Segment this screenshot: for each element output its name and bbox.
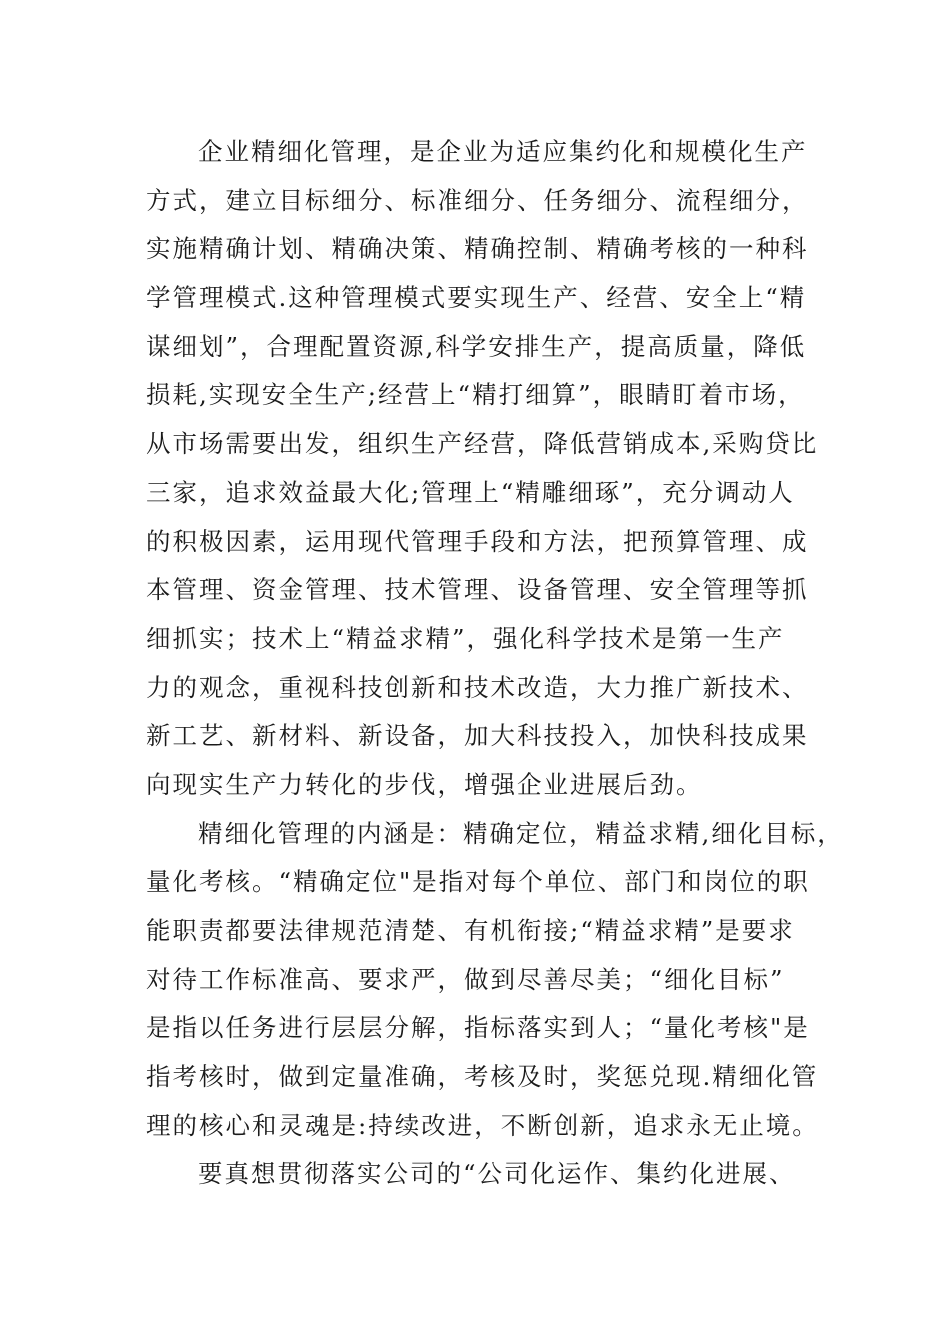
text-line: 细抓实；技术上“精益求精”，强化科学技术是第一生产 xyxy=(146,623,785,653)
text-line: 向现实生产力转化的步伐，增强企业进展后劲。 xyxy=(146,769,703,799)
text-line: 企业精细化管理，是企业为适应集约化和规模化生产 xyxy=(198,137,808,166)
text-line: 本管理、资金管理、技术管理、设备管理、安全管理等抓 xyxy=(146,575,809,605)
text-line: 要真想贯彻落实公司的“公司化运作、集约化进展、 xyxy=(198,1159,796,1189)
text-line: 谋细划”，合理配置资源,科学安排生产，提高质量，降低 xyxy=(146,331,807,361)
text-line: 指考核时，做到定量准确，考核及时，奖惩兑现.精细化管 xyxy=(146,1062,819,1092)
text-line: 是指以任务进行层层分解，指标落实到人；“量化考核"是 xyxy=(146,1013,810,1043)
text-line: 精细化管理的内涵是：精确定位，精益求精,细化目标， xyxy=(198,818,844,848)
text-line: 量化考核。“精确定位"是指对每个单位、部门和岗位的职 xyxy=(146,867,810,897)
text-line: 力的观念，重视科技创新和技术改造，大力推广新技术、 xyxy=(146,672,809,702)
text-line: 损耗,实现安全生产;经营上“精打细算”，眼睛盯着市场， xyxy=(146,380,805,410)
text-line: 能职责都要法律规范清楚、有机衔接;“精益求精”是要求 xyxy=(146,916,795,945)
text-line: 实施精确计划、精确决策、精确控制、精确考核的一种科 xyxy=(146,234,809,264)
document-body xyxy=(146,128,844,1199)
text-line: 理的核心和灵魂是:持续改进，不断创新，追求永无止境。 xyxy=(146,1110,819,1140)
text-line: 新工艺、新材料、新设备，加大科技投入，加快科技成果 xyxy=(146,721,809,751)
text-line: 方式，建立目标细分、标准细分、任务细分、流程细分， xyxy=(146,185,809,215)
text-line: 三家，追求效益最大化;管理上“精雕细琢”，充分调动人 xyxy=(146,477,795,507)
text-line: 从市场需要出发，组织生产经营，降低营销成本,采购贷比 xyxy=(146,429,819,459)
text-line: 学管理模式.这种管理模式要实现生产、经营、安全上“精 xyxy=(146,283,807,313)
text-line: 对待工作标准高、要求严，做到尽善尽美；“细化目标” xyxy=(146,964,785,994)
text-line: 的积极因素，运用现代管理手段和方法，把预算管理、成 xyxy=(146,526,809,556)
